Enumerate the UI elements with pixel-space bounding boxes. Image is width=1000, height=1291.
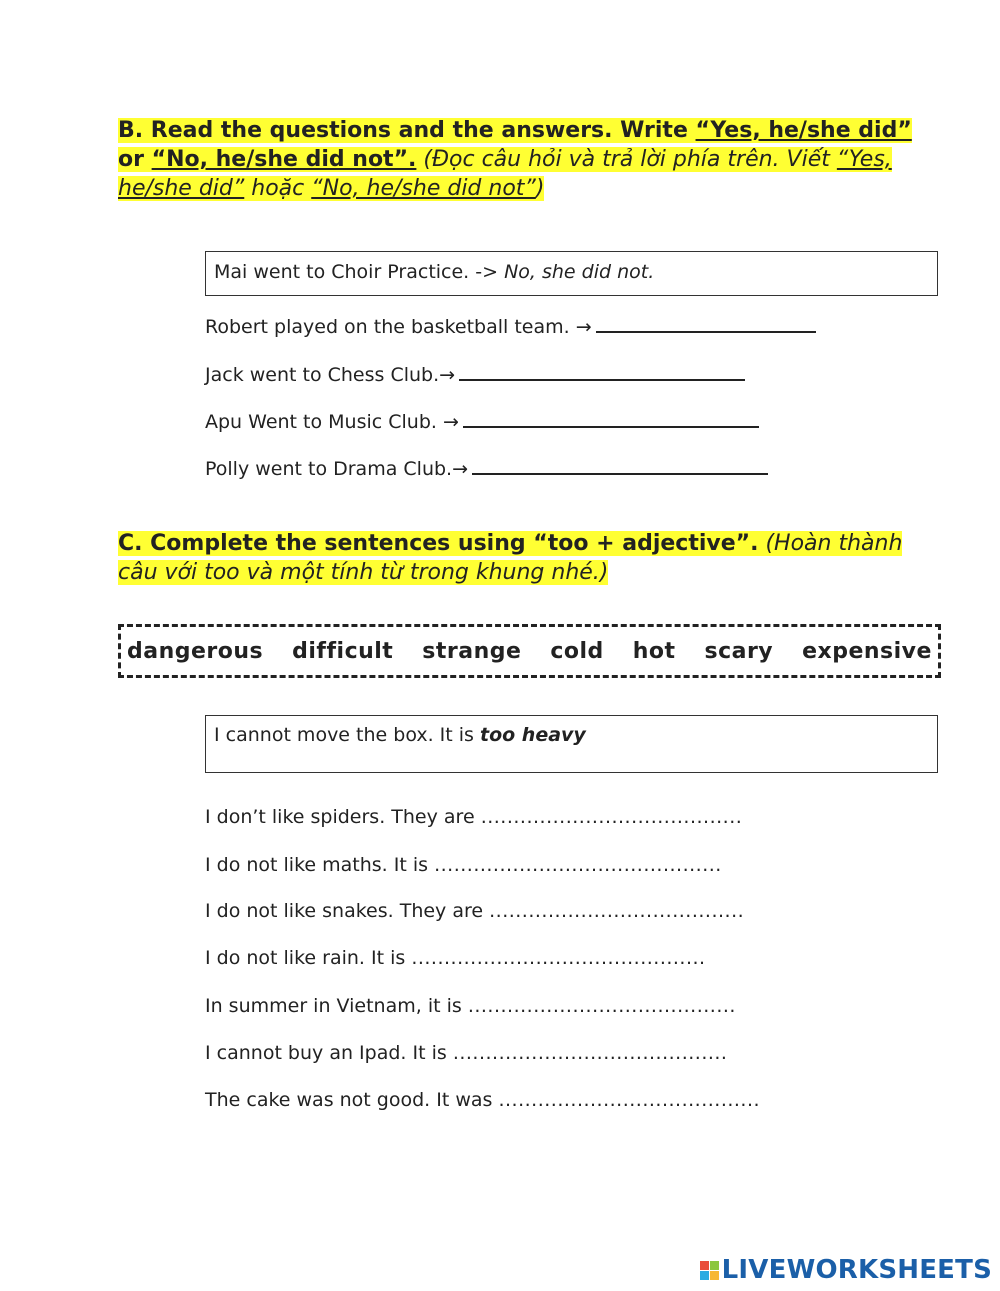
sentence-text: The cake was not good. It was (205, 1089, 493, 1111)
word-bank-box (118, 624, 941, 678)
sentence-text: I don’t like spiders. They are (205, 806, 475, 828)
logo-text: LIVEWORKSHEETS (721, 1255, 992, 1285)
section-b-item-3 (205, 411, 759, 433)
section-c-item-2 (205, 854, 722, 876)
section-c-example-box (205, 715, 938, 773)
answer-blank[interactable] (596, 317, 816, 333)
word-bank-item: cold (550, 638, 604, 664)
section-c-heading (118, 529, 918, 587)
section-b-heading (118, 116, 918, 203)
sentence-text: I do not like snakes. They are (205, 900, 484, 922)
section-b-yes-phrase-vi: “Yes, he/she did” (118, 147, 892, 201)
answer-blank[interactable] (472, 459, 768, 475)
section-b-example-text: Mai went to Choir Practice. -> (214, 261, 505, 283)
section-b-example-box (205, 251, 938, 296)
sentence-text: I do not like maths. It is (205, 854, 429, 876)
section-c-item-7 (205, 1089, 760, 1111)
answer-dots[interactable]: ......................................... (467, 995, 736, 1017)
section-b-example-answer: No, she did not. (504, 261, 655, 283)
liveworksheets-logo (700, 1255, 992, 1285)
section-c-item-4 (205, 947, 706, 969)
question-text: Apu Went to Music Club. → (205, 411, 459, 433)
answer-dots[interactable]: ............................................ (434, 854, 722, 876)
section-c-instruction: C. Complete the sentences using “too + adjective”. (118, 531, 759, 556)
word-bank-item: difficult (292, 638, 394, 664)
question-text: Jack went to Chess Club.→ (205, 364, 456, 386)
section-b-translation: (Đọc câu hỏi và trả lời phía trên. Viết (416, 147, 837, 172)
logo-icon (700, 1261, 719, 1280)
sentence-text: I cannot buy an Ipad. It is (205, 1042, 447, 1064)
answer-dots[interactable]: ........................................ (498, 1089, 761, 1111)
section-b-no-phrase-vi: “No, he/she did not” (311, 176, 536, 201)
section-b-item-1 (205, 316, 816, 338)
section-b-yes-phrase: “Yes, he/she did” (695, 118, 912, 143)
word-bank-item: dangerous (127, 638, 264, 664)
sentence-text: In summer in Vietnam, it is (205, 995, 462, 1017)
section-b-or-vi: hoặc (244, 176, 312, 201)
section-c-item-1 (205, 806, 742, 828)
word-bank-item: scary (704, 638, 774, 664)
answer-blank[interactable] (463, 412, 759, 428)
answer-blank[interactable] (459, 365, 745, 381)
section-b-close-paren: ) (535, 176, 545, 201)
section-b-no-phrase: “No, he/she did not”. (151, 147, 417, 172)
section-c-example-text: I cannot move the box. It is (214, 724, 480, 746)
section-c-item-3 (205, 900, 744, 922)
word-bank-item: expensive (802, 638, 932, 664)
section-b-item-2 (205, 364, 745, 386)
section-b-or: or (118, 147, 152, 172)
word-bank-item: strange (422, 638, 522, 664)
answer-dots[interactable]: ....................................... (489, 900, 745, 922)
sentence-text: I do not like rain. It is (205, 947, 406, 969)
section-c-item-5 (205, 995, 736, 1017)
section-b-item-4 (205, 458, 768, 480)
answer-dots[interactable]: .......................................... (452, 1042, 728, 1064)
section-c-example-answer: too heavy (480, 724, 586, 746)
section-c-translation: (Hoàn thành câu với too và một tính từ trong khung nhé.) (118, 531, 903, 585)
answer-dots[interactable]: ........................................ (480, 806, 743, 828)
section-c-item-6 (205, 1042, 727, 1064)
question-text: Robert played on the basketball team. → (205, 316, 592, 338)
section-b-instruction: B. Read the questions and the answers. Write (118, 118, 696, 143)
word-bank-item: hot (632, 638, 676, 664)
question-text: Polly went to Drama Club.→ (205, 458, 469, 480)
answer-dots[interactable]: ............................................. (411, 947, 706, 969)
